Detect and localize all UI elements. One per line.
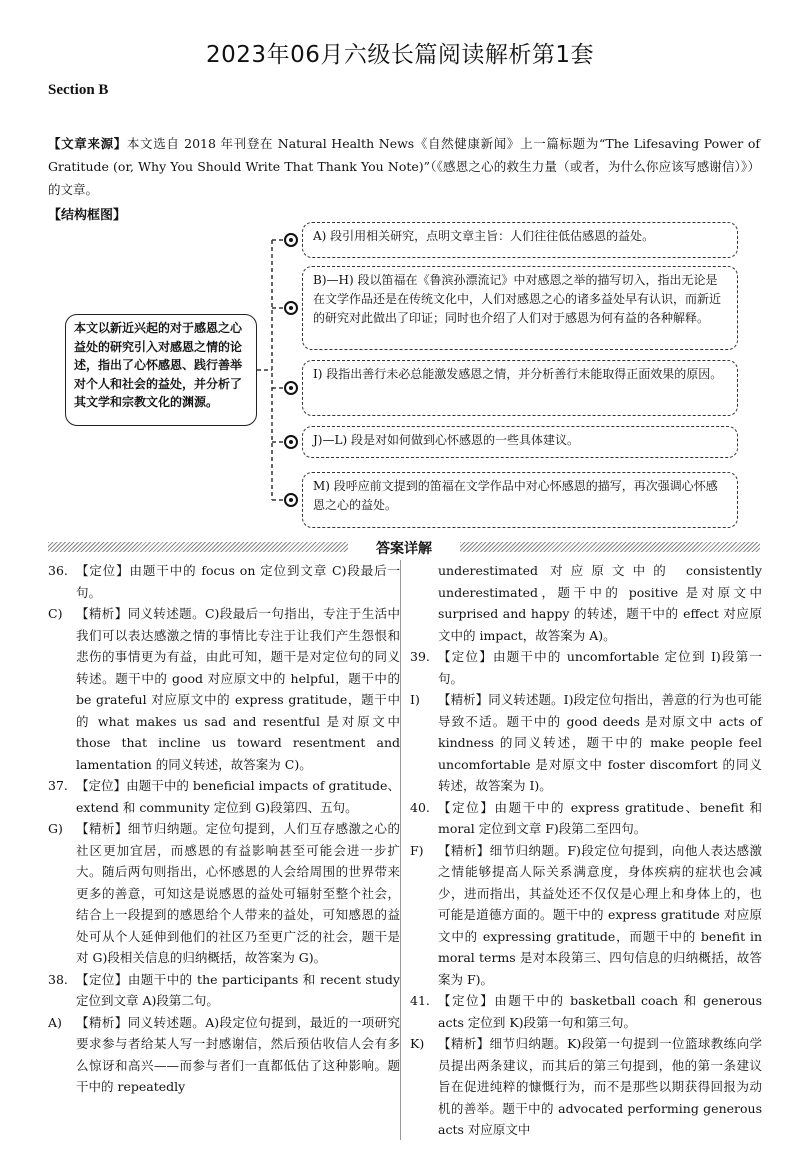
item-text: underestimated 对应原文中的 consistently underestimated，题干中的 positive 是对原文中 surprised and happy 的转述，题干中的 effect 对应原文中的 impact，故答案为 A)。 xyxy=(438,563,762,643)
answer-item xyxy=(48,818,400,969)
item-number: 37. xyxy=(48,778,68,793)
branch-node-icon xyxy=(284,233,298,247)
item-number: C) xyxy=(48,606,63,621)
framework-branch: A) 段引用相关研究，点明文章主旨：人们往往低估感恩的益处。 xyxy=(302,222,738,258)
branch-node-icon xyxy=(284,301,298,315)
answer-item xyxy=(410,990,762,1033)
branch-node-icon xyxy=(284,381,298,395)
item-number: F) xyxy=(410,842,424,858)
item-number: 40. xyxy=(410,799,430,815)
answer-item xyxy=(48,560,400,603)
answers-left-column xyxy=(48,560,400,1098)
item-number: K) xyxy=(410,1036,425,1051)
framework-branch: J)—L) 段是对如何做到心怀感恩的一些具体建议。 xyxy=(302,426,738,458)
item-text: 【精析】细节归纳题。K)段第一句提到一位篮球教练向学员提出两条建议，而其后的第三句提到，他的第一条建议旨在促进纯粹的慷慨行为，而不是那些以期获得回报为动机的善举。题干中的 advocated performing generous acts 对应原文中 xyxy=(438,1036,762,1137)
page-title: 2023年06月六级长篇阅读解析第1套 xyxy=(206,42,594,68)
item-number: 36. xyxy=(48,563,68,578)
framework-branch: I) 段指出善行未必总能激发感恩之情，并分析善行未能取得正面效果的原因。 xyxy=(302,360,738,416)
divider-pattern xyxy=(48,542,348,552)
item-text: 【精析】同义转述题。I)段定位句指出，善意的行为也可能导致不适。题干中的 good deeds 是对原文中 acts of kindness 的同义转述，题干中的 make people feel uncomfortable 是对原文中 foster discomfort 的同义转述，故答案为 I)。 xyxy=(438,692,762,793)
item-text: 【定位】由题干中的 basketball coach 和 generous acts 定位到 K)段第一句和第三句。 xyxy=(438,993,762,1030)
item-number: 41. xyxy=(410,993,430,1008)
framework-branch: B)—H) 段以笛福在《鲁滨孙漂流记》中对感恩之举的描写切入，指出无论是在文学作品还是在传统文化中，人们对感恩之心的诸多益处早有认识，而新近的研究对此做出了印证；同时也介绍了人们对于感恩为何有益的各种解释。 xyxy=(302,266,738,350)
answer-item xyxy=(48,775,400,818)
answer-item xyxy=(410,689,762,797)
framework-label: 【结构框图】 xyxy=(48,208,127,223)
item-text: 【定位】由题干中的 express gratitude、benefit 和 moral 定位到文章 F)段第二至四句。 xyxy=(438,799,762,836)
item-number: A) xyxy=(48,1014,62,1030)
framework-branch: M) 段呼应前文提到的笛福在文学作品中对心怀感恩的描写，再次强调心怀感恩之心的益处。 xyxy=(302,472,738,528)
answer-item xyxy=(48,603,400,775)
item-number xyxy=(410,560,438,646)
item-text: 【精析】同义转述题。A)段定位句提到，最近的一项研究要求参与者给某人写一封感谢信，然后预估收信人会有多么惊讶和高兴——而参与者们一直都低估了这种影响。题干中的 repeatedly xyxy=(76,1014,400,1094)
item-number: I) xyxy=(410,692,420,707)
item-text: 【精析】细节归纳题。定位句提到，人们互存感激之心的社区更加宜居，而感恩的有益影响甚至可能会进一步扩大。随后两句则指出，心怀感恩的人会给周围的世界带来更多的善意，可知这是说感恩的益处可辐射至整个社会，结合上一段提到的感恩给个人带来的益处，可知感恩的益处可从个人延伸到他们的社区乃至更广泛的社会，题干是对 G)段相关信息的归纳概括，故答案为 G)。 xyxy=(76,821,400,965)
answers-header: 答案详解 xyxy=(376,541,432,557)
source-text: 本文选自 2018 年刊登在 Natural Health News《自然健康新闻》上一篇标题为“The Lifesaving Power of Gratitude (or, Why You Should Write That Thank You Note)”（《感恩之心的救生力量（或者，为什么你应该写感谢信）》）的文章。 xyxy=(48,136,760,197)
item-number: G) xyxy=(48,821,63,836)
item-text: 【精析】细节归纳题。F)段定位句提到，向他人表达感激之情能够提高人际关系满意度，身体疾病的症状也会减少，进而指出，其益处还不仅仅是心理上和身体上的，也可能是道德方面的。题干中的 express gratitude 对应原文中的 expressing gratitude，而题干中的 benefit in moral terms 是对本段第三、四句信息的归纳概括，故答案为 F)。 xyxy=(438,842,762,987)
divider-pattern xyxy=(460,542,760,552)
answers-right-column xyxy=(410,560,762,1141)
item-text: 【定位】由题干中的 beneficial impacts of gratitude、extend 和 community 定位到 G)段第四、五句。 xyxy=(76,778,400,815)
branch-node-icon xyxy=(284,435,298,449)
answer-item xyxy=(410,1033,762,1141)
answer-item xyxy=(48,969,400,1012)
section-heading: Section B xyxy=(48,82,109,98)
source-tag: 【文章来源】 xyxy=(48,136,127,151)
item-text: 【定位】由题干中的 uncomfortable 定位到 I)段第一句。 xyxy=(438,649,762,686)
column-separator xyxy=(400,560,401,1140)
item-text: 【定位】由题干中的 the participants 和 recent study 定位到文章 A)段第二句。 xyxy=(76,971,400,1008)
answer-item xyxy=(48,1012,400,1098)
item-number: 39. xyxy=(410,649,430,664)
branch-node-icon xyxy=(284,493,298,507)
answer-item xyxy=(410,560,762,646)
article-source xyxy=(48,132,760,201)
answers-divider xyxy=(48,538,760,556)
framework-summary: 本文以新近兴起的对于感恩之心益处的研究引入对感恩之情的论述，指出了心怀感恩、践行善举对个人和社会的益处，并分析了其文学和宗教文化的渊源。 xyxy=(65,314,257,426)
answer-item xyxy=(410,840,762,991)
answer-item xyxy=(410,797,762,840)
item-text: 【精析】同义转述题。C)段最后一句指出，专注于生活中我们可以表达感激之情的事情比专注于让我们产生怨恨和悲伤的事情更为有益，由此可知，题干是对定位句的同义转述。题干中的 good 对应原文中的 helpful，题干中的 be grateful 对应原文中的 express gratitude，题干中的 what makes us sad and resentful 是对原文中 those that incline us toward resentment and lamentation 的同义转述，故答案为 C)。 xyxy=(76,606,400,772)
answer-item xyxy=(410,646,762,689)
item-text: 【定位】由题干中的 focus on 定位到文章 C)段最后一句。 xyxy=(76,563,400,600)
item-number: 38. xyxy=(48,971,68,987)
